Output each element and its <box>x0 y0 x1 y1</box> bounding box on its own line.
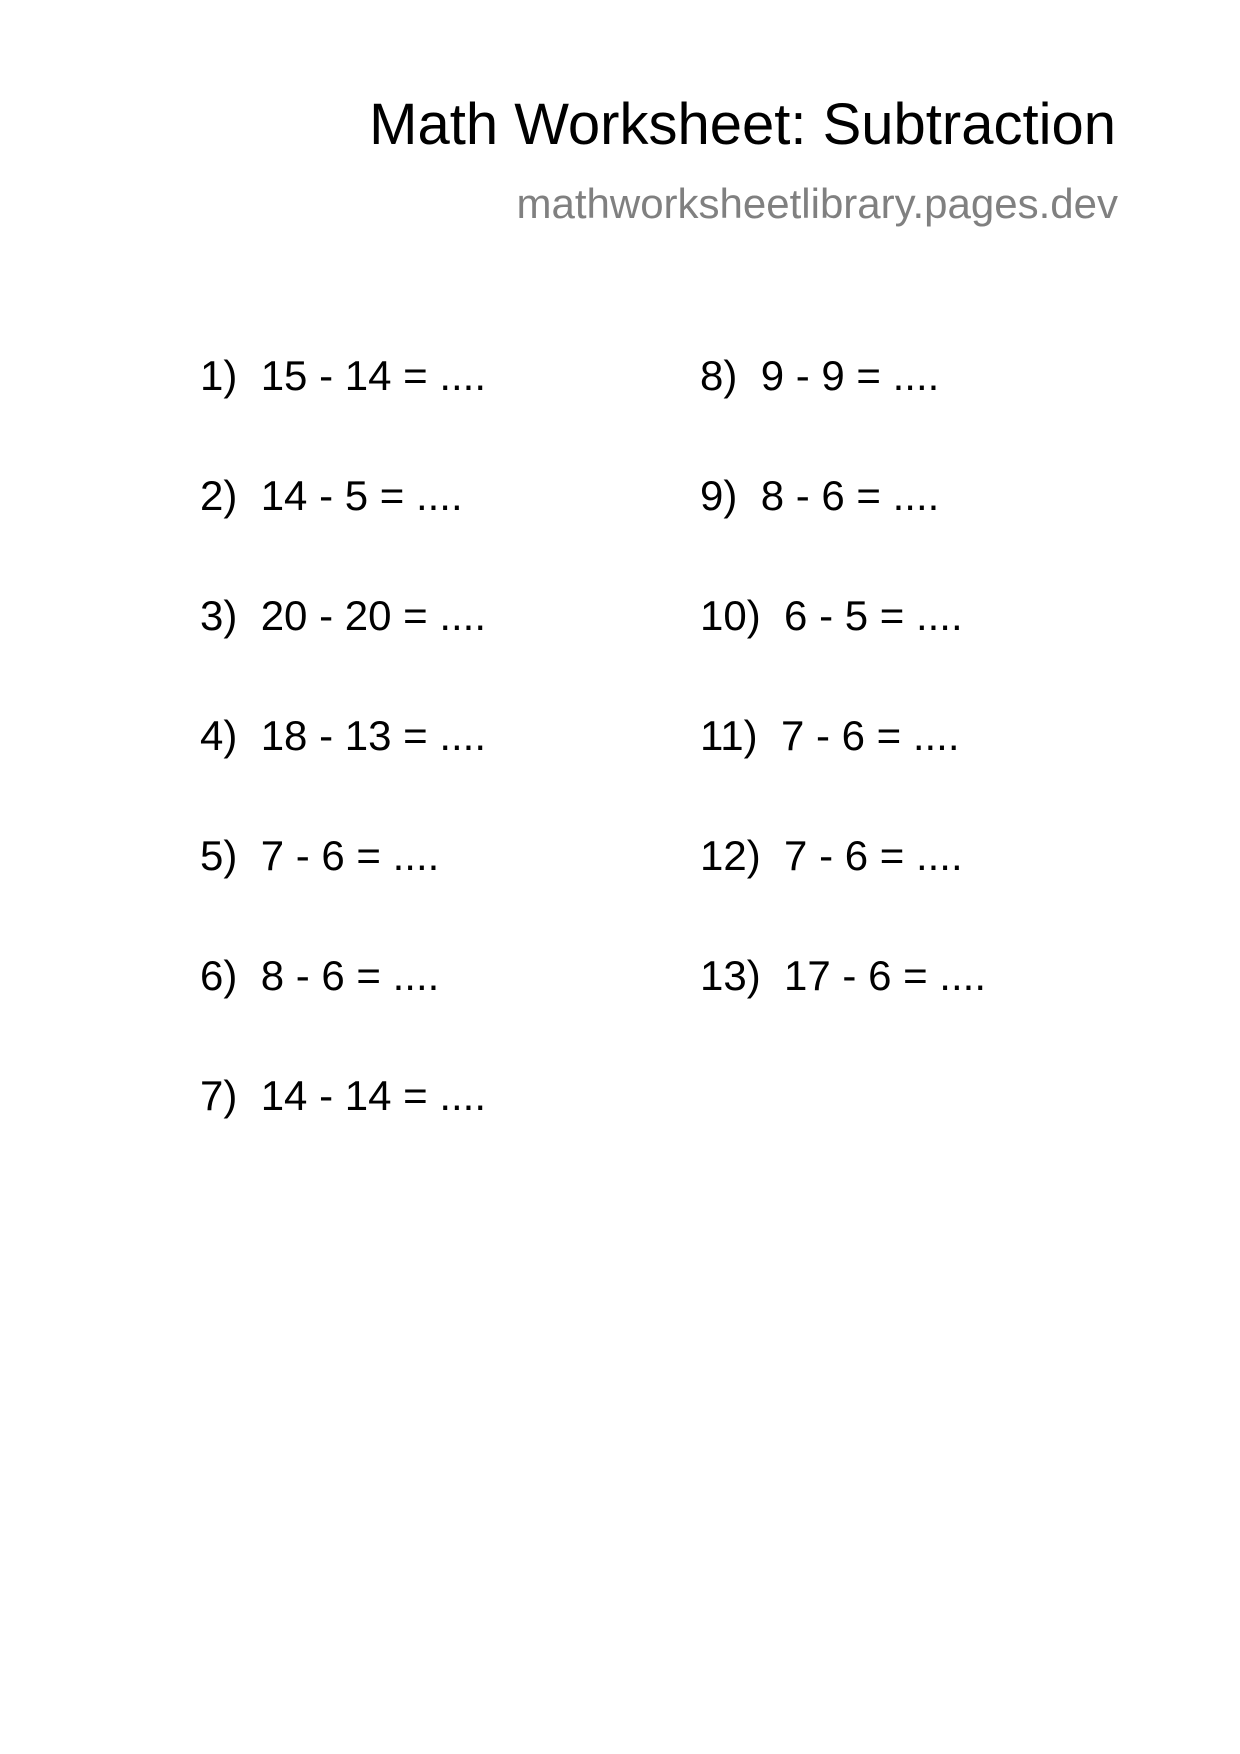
problem-item-5 <box>200 832 440 879</box>
problem-expression: 7 - 6 = .... <box>780 712 960 759</box>
problem-item-11 <box>700 712 960 759</box>
problem-number: 9) <box>700 472 738 519</box>
problem-number: 4) <box>200 712 238 759</box>
problem-number: 3) <box>200 592 238 639</box>
problem-item-13 <box>700 952 986 999</box>
problem-expression: 14 - 14 = .... <box>260 1072 487 1119</box>
problem-item-8 <box>700 352 940 399</box>
problem-expression: 20 - 20 = .... <box>260 592 487 639</box>
problem-number: 12) <box>700 832 761 879</box>
problem-expression: 7 - 6 = .... <box>784 832 963 879</box>
page-title: Math Worksheet: Subtraction <box>369 92 1116 157</box>
problem-number: 13) <box>700 952 761 999</box>
problem-expression: 7 - 6 = .... <box>260 832 440 879</box>
problem-number: 1) <box>200 352 238 399</box>
problem-expression: 8 - 6 = .... <box>260 952 440 999</box>
problem-expression: 6 - 5 = .... <box>784 592 963 639</box>
problem-number: 7) <box>200 1072 238 1119</box>
problem-expression: 18 - 13 = .... <box>260 712 487 759</box>
problem-item-4 <box>200 712 487 759</box>
problem-expression: 9 - 9 = .... <box>760 352 940 399</box>
problem-number: 5) <box>200 832 238 879</box>
problem-item-3 <box>200 592 487 639</box>
problem-number: 6) <box>200 952 238 999</box>
problem-number: 10) <box>700 592 761 639</box>
problem-item-6 <box>200 952 440 999</box>
problem-expression: 8 - 6 = .... <box>760 472 940 519</box>
source-url: mathworksheetlibrary.pages.dev <box>516 180 1118 227</box>
problem-item-1 <box>200 352 487 399</box>
problem-expression: 14 - 5 = .... <box>260 472 463 519</box>
problem-item-10 <box>700 592 963 639</box>
problem-item-7 <box>200 1072 487 1119</box>
problem-item-2 <box>200 472 463 519</box>
problem-number: 11) <box>700 712 758 759</box>
problem-item-9 <box>700 472 940 519</box>
problem-expression: 15 - 14 = .... <box>260 352 487 399</box>
problem-item-12 <box>700 832 963 879</box>
problem-number: 8) <box>700 352 738 399</box>
problem-expression: 17 - 6 = .... <box>784 952 986 999</box>
problem-number: 2) <box>200 472 238 519</box>
